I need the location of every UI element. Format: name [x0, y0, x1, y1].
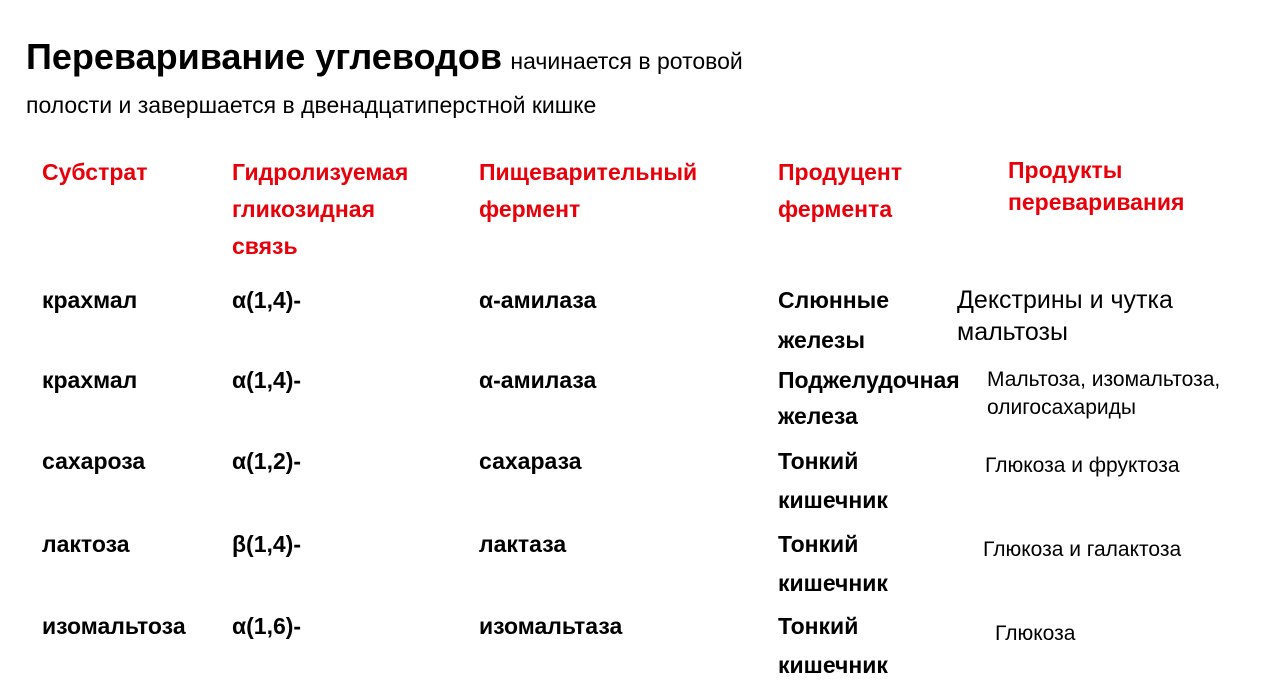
header-enzyme-line2: фермент: [479, 196, 581, 222]
row3-producer-line1: Тонкий: [778, 448, 859, 474]
header-bond-line1: Гидролизуемая: [232, 159, 409, 185]
row1-products-line1: Декстрины и чутка: [957, 286, 1173, 314]
header-substrate: Субстрат: [42, 159, 148, 185]
row5-producer-line1: Тонкий: [778, 613, 859, 639]
row3-enzyme: сахараза: [479, 448, 582, 474]
row4-producer-line2: кишечник: [778, 570, 888, 596]
row1-bond: α(1,4)-: [232, 287, 302, 313]
row2-products-line2: олигосахариды: [987, 396, 1136, 419]
row5-producer-line2: кишечник: [778, 652, 888, 678]
row1-producer-line1: Слюнные: [778, 287, 890, 313]
row5-enzyme: изомальтаза: [479, 613, 623, 639]
row2-producer-line1: Поджелудочная: [778, 367, 960, 393]
row4-enzyme: лактаза: [479, 531, 567, 557]
row1-products-line2: мальтозы: [957, 318, 1068, 346]
row5-substrate: изомальтоза: [42, 613, 186, 639]
header-bond-line3: связь: [232, 233, 298, 259]
row3-products: Глюкоза и фруктоза: [985, 454, 1180, 477]
row2-bond: α(1,4)-: [232, 367, 302, 393]
row4-bond: β(1,4)-: [232, 531, 301, 557]
row5-bond: α(1,6)-: [232, 613, 302, 639]
row2-products-line1: Мальтоза, изомальтоза,: [987, 368, 1221, 391]
row2-enzyme: α-амилаза: [479, 367, 597, 393]
row4-substrate: лактоза: [42, 531, 130, 557]
row4-producer-line1: Тонкий: [778, 531, 859, 557]
page-title: [26, 36, 743, 78]
row3-bond: α(1,2)-: [232, 448, 302, 474]
row3-substrate: сахароза: [42, 448, 146, 474]
row1-substrate: крахмал: [42, 287, 138, 313]
header-bond-line2: гликозидная: [232, 196, 375, 222]
title-bold: Переваривание углеводов: [26, 36, 502, 77]
header-producer-line1: Продуцент: [778, 159, 903, 185]
row4-products: Глюкоза и галактоза: [983, 538, 1182, 561]
header-enzyme-line1: Пищеварительный: [479, 159, 698, 185]
row5-products: Глюкоза: [995, 622, 1076, 645]
row2-producer-line2: железа: [778, 403, 858, 429]
title-continuation: полости и завершается в двенадцатиперстной кишке: [26, 92, 597, 118]
header-products-line2: переваривания: [1008, 189, 1185, 215]
row1-producer-line2: железы: [778, 327, 865, 353]
row1-enzyme: α-амилаза: [479, 287, 597, 313]
header-producer-line2: фермента: [778, 196, 893, 222]
title-rest: начинается в ротовой: [510, 48, 743, 74]
header-products-line1: Продукты: [1008, 157, 1123, 183]
row2-substrate: крахмал: [42, 367, 138, 393]
row3-producer-line2: кишечник: [778, 487, 888, 513]
